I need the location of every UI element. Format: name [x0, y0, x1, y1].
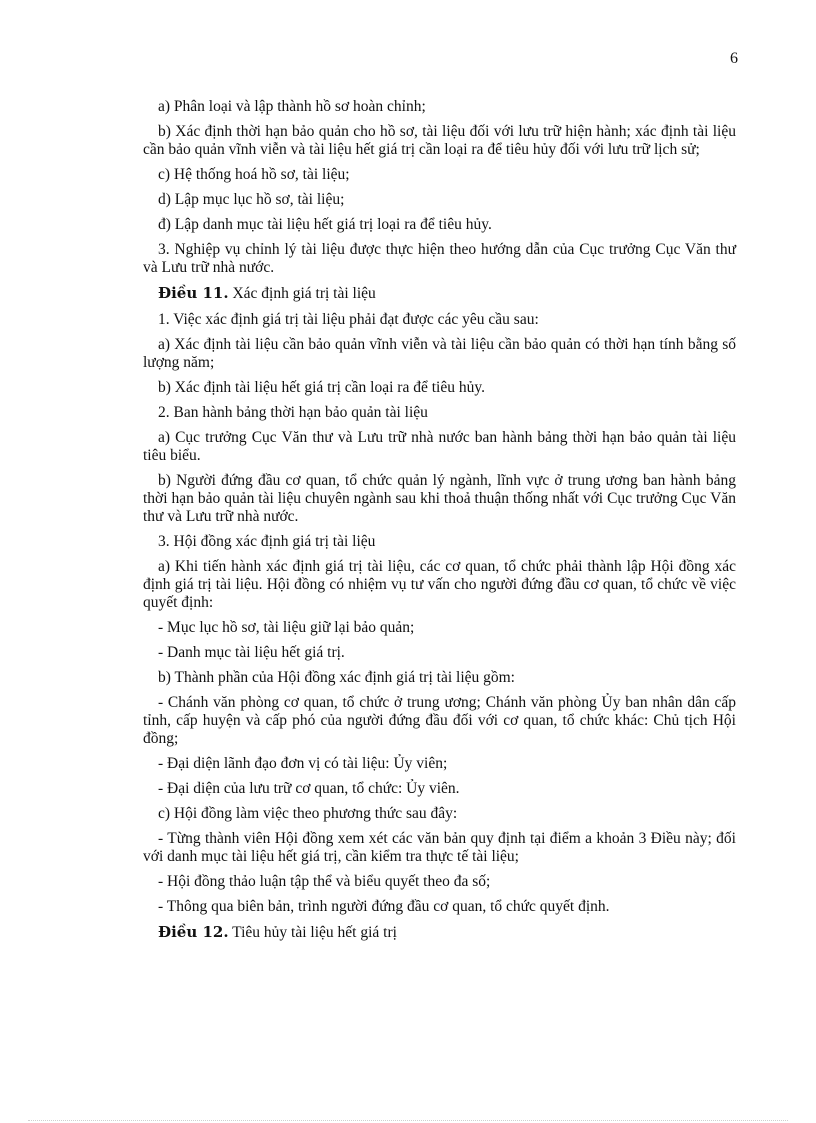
paragraph: d) Lập mục lục hồ sơ, tài liệu;: [158, 191, 345, 208]
paragraph: b) Người đứng đầu cơ quan, tổ chức quản lý ngành, lĩnh vực ở trung ương ban hành bảng thời hạn bảo quản tài liệu chuyên ngành sau khi thoả thuận thống nhất với Cục trưởng Cục Văn thư và Lưu trữ nhà nước.: [143, 472, 736, 525]
paragraph: a) Phân loại và lập thành hồ sơ hoàn chỉnh;: [158, 98, 426, 115]
document-body: [143, 98, 736, 950]
paragraph: b) Thành phần của Hội đồng xác định giá trị tài liệu gồm:: [158, 669, 515, 686]
paragraph: - Từng thành viên Hội đồng xem xét các văn bản quy định tại điểm a khoản 3 Điều này; đối với danh mục tài liệu hết giá trị, cần kiểm tra thực tế tài liệu;: [143, 830, 736, 865]
paragraph: 3. Nghiệp vụ chỉnh lý tài liệu được thực hiện theo hướng dẫn của Cục trưởng Cục Văn thư và Lưu trữ nhà nước.: [143, 241, 736, 276]
article-label: Điều 12.: [158, 923, 229, 941]
article-heading: [143, 284, 736, 303]
article-title-text: Tiêu hủy tài liệu hết giá trị: [228, 924, 397, 941]
paragraph: 1. Việc xác định giá trị tài liệu phải đạt được các yêu cầu sau:: [158, 311, 539, 328]
paragraph: 2. Ban hành bảng thời hạn bảo quản tài liệu: [158, 404, 428, 421]
paragraph: - Danh mục tài liệu hết giá trị.: [158, 644, 345, 661]
paragraph: a) Khi tiến hành xác định giá trị tài liệu, các cơ quan, tổ chức phải thành lập Hội đồng xác định giá trị tài liệu. Hội đồng có nhiệm vụ tư vấn cho người đứng đầu cơ quan, tổ chức về việc quyết định:: [143, 558, 736, 611]
paragraph: - Đại diện của lưu trữ cơ quan, tổ chức: Ủy viên.: [158, 780, 460, 797]
paragraph: b) Xác định thời hạn bảo quản cho hồ sơ, tài liệu đối với lưu trữ hiện hành; xác định tài liệu cần bảo quản vĩnh viễn và tài liệu hết giá trị cần loại ra để tiêu hủy đối với lưu trữ lịch sử;: [143, 123, 736, 158]
paragraph: - Thông qua biên bản, trình người đứng đầu cơ quan, tổ chức quyết định.: [158, 898, 610, 915]
paragraph: - Chánh văn phòng cơ quan, tổ chức ở trung ương; Chánh văn phòng Ủy ban nhân dân cấp tỉnh, cấp huyện và cấp phó của người đứng đầu đối với cơ quan, tổ chức khác: Chủ tịch Hội đồng;: [143, 694, 736, 747]
page-bottom-divider: [28, 1120, 788, 1121]
article-title-text: Xác định giá trị tài liệu: [228, 285, 376, 302]
paragraph: - Đại diện lãnh đạo đơn vị có tài liệu: Ủy viên;: [158, 755, 448, 772]
paragraph: đ) Lập danh mục tài liệu hết giá trị loại ra để tiêu hủy.: [158, 216, 492, 233]
paragraph: - Hội đồng thảo luận tập thể và biểu quyết theo đa số;: [158, 873, 491, 890]
paragraph: - Mục lục hồ sơ, tài liệu giữ lại bảo quản;: [158, 619, 415, 636]
page-number: 6: [730, 50, 738, 67]
paragraph: a) Cục trưởng Cục Văn thư và Lưu trữ nhà nước ban hành bảng thời hạn bảo quản tài liệu tiêu biểu.: [143, 429, 736, 464]
paragraph: a) Xác định tài liệu cần bảo quản vĩnh viễn và tài liệu cần bảo quản có thời hạn tính bằng số lượng năm;: [143, 336, 736, 371]
paragraph: c) Hội đồng làm việc theo phương thức sau đây:: [158, 805, 458, 822]
paragraph: b) Xác định tài liệu hết giá trị cần loại ra để tiêu hủy.: [158, 379, 485, 396]
paragraph: c) Hệ thống hoá hồ sơ, tài liệu;: [158, 166, 350, 183]
paragraph: 3. Hội đồng xác định giá trị tài liệu: [158, 533, 376, 550]
article-label: Điều 11.: [158, 284, 229, 302]
article-heading: [143, 923, 736, 942]
